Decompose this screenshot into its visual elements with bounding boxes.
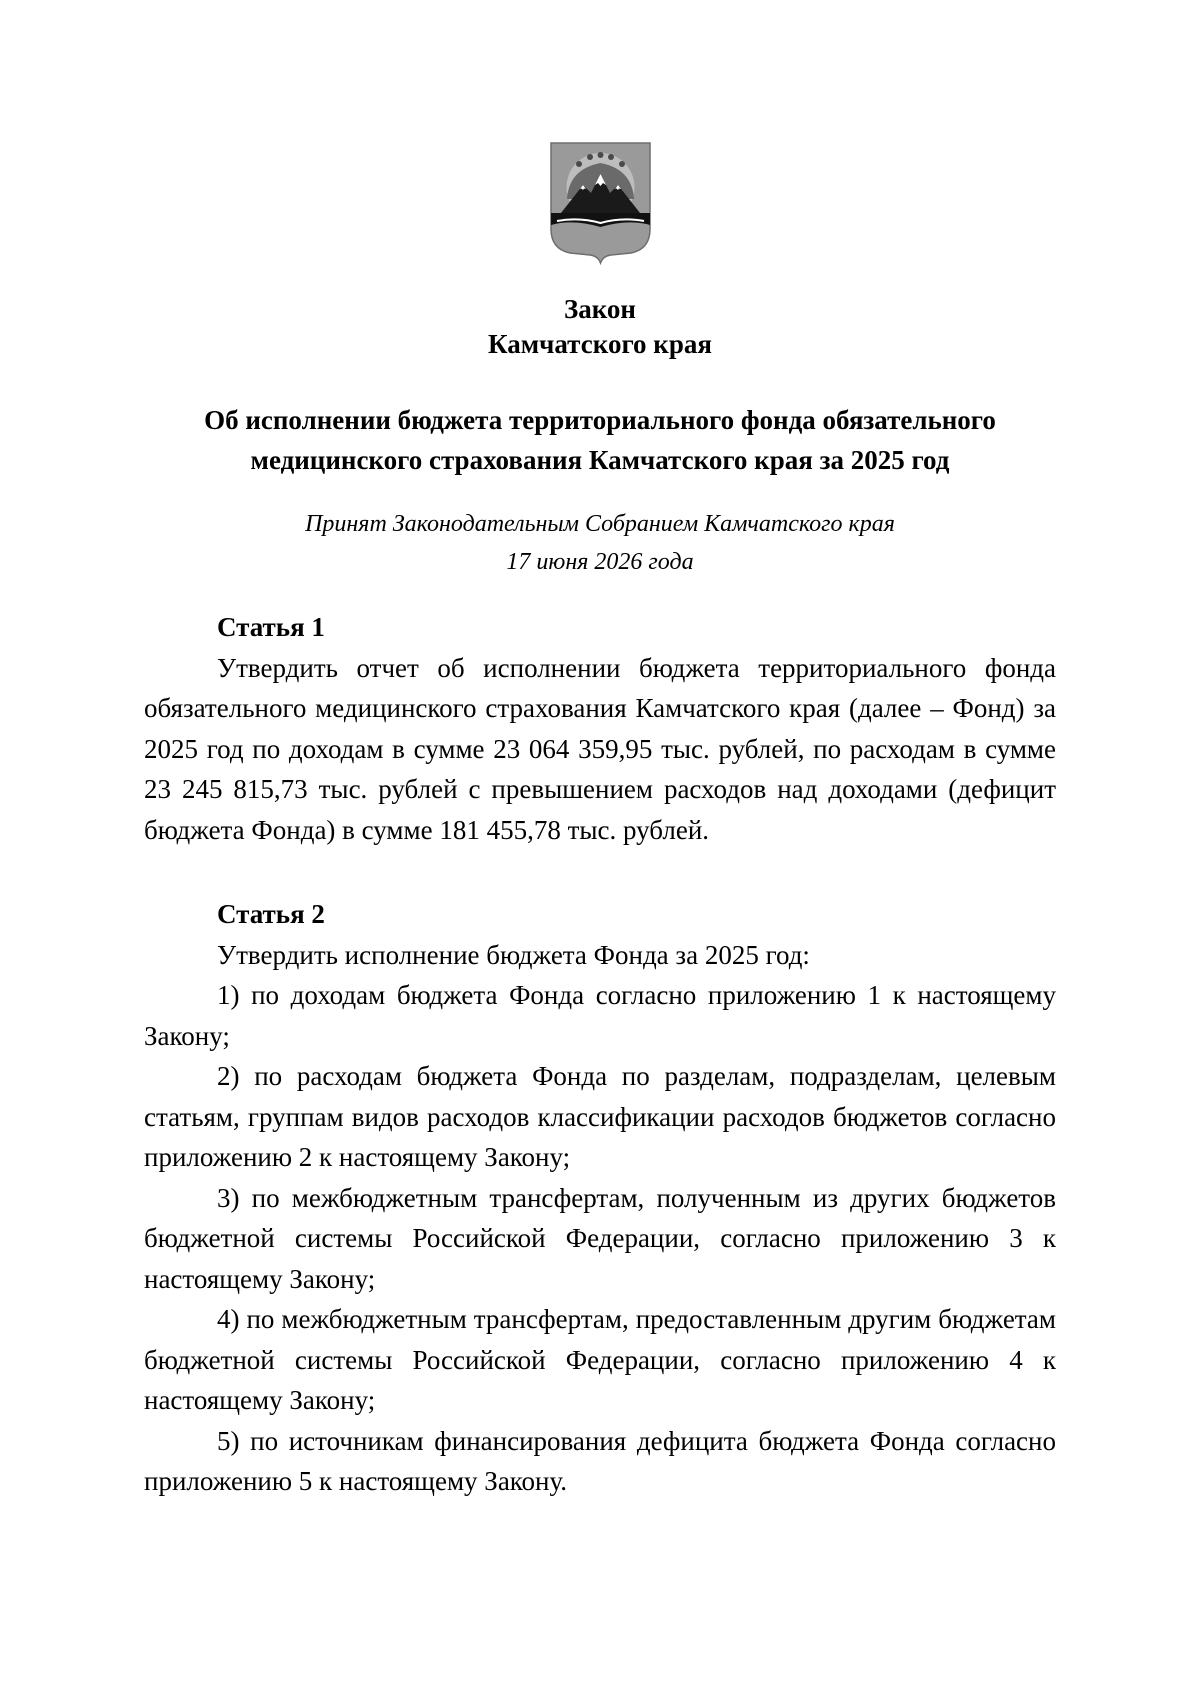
law-subject-line-1: Об исполнении бюджета территориального фонда обязательного <box>204 405 996 435</box>
article-2-item-1: 1) по доходам бюджета Фонда согласно приложению 1 к настоящему Закону; <box>144 980 1056 1051</box>
adoption-note-line-1: Принят Законодательным Собранием Камчатского края <box>305 511 895 537</box>
article-2-item-3: 3) по межбюджетным трансфертам, полученным из других бюджетов бюджетной системы Российской Федерации, согласно приложению 3 к настоящему Закону; <box>144 1182 1056 1294</box>
law-title <box>144 292 1056 362</box>
adoption-date: 17 июня 2026 года <box>506 549 694 575</box>
article-2-heading: Статья 2 <box>217 899 325 929</box>
article-2 <box>144 894 1056 1502</box>
kamchatka-coat-of-arms-icon <box>549 141 652 265</box>
law-word: Закон <box>563 294 636 324</box>
article-1-heading: Статья 1 <box>217 612 325 642</box>
law-subject <box>144 400 1056 480</box>
article-1-text: Утвердить отчет об исполнении бюджета территориального фонда обязательного медицинского страхования Камчатского края (далее – Фонд) за 2025 год по доходам в сумме 23 064 359,95 тыс. рублей, по расходам в сумме 23 245 815,73 тыс. рублей с превышением расходов над доходами (дефицит бюджета Фонда) в сумме 181 455,78 тыс. рублей. <box>144 652 1056 845</box>
article-2-item-2: 2) по расходам бюджета Фонда по разделам, подразделам, целевым статьям, группам видов расходов классификации расходов бюджетов согласно приложению 2 к настоящему Закону; <box>144 1061 1056 1172</box>
article-1 <box>144 607 1056 850</box>
law-subject-line-2: медицинского страхования Камчатского края за 2025 год <box>250 445 950 475</box>
article-2-item-5: 5) по источникам финансирования дефицита бюджета Фонда согласно приложению 5 к настоящему Закону. <box>144 1425 1056 1496</box>
article-2-intro: Утвердить исполнение бюджета Фонда за 2025 год: <box>217 939 810 970</box>
adoption-note <box>144 505 1056 581</box>
law-region: Камчатского края <box>488 329 712 359</box>
article-2-item-4: 4) по межбюджетным трансфертам, предоставленным другим бюджетам бюджетной системы Российской Федерации, согласно приложению 4 к настоящему Закону; <box>144 1304 1056 1415</box>
